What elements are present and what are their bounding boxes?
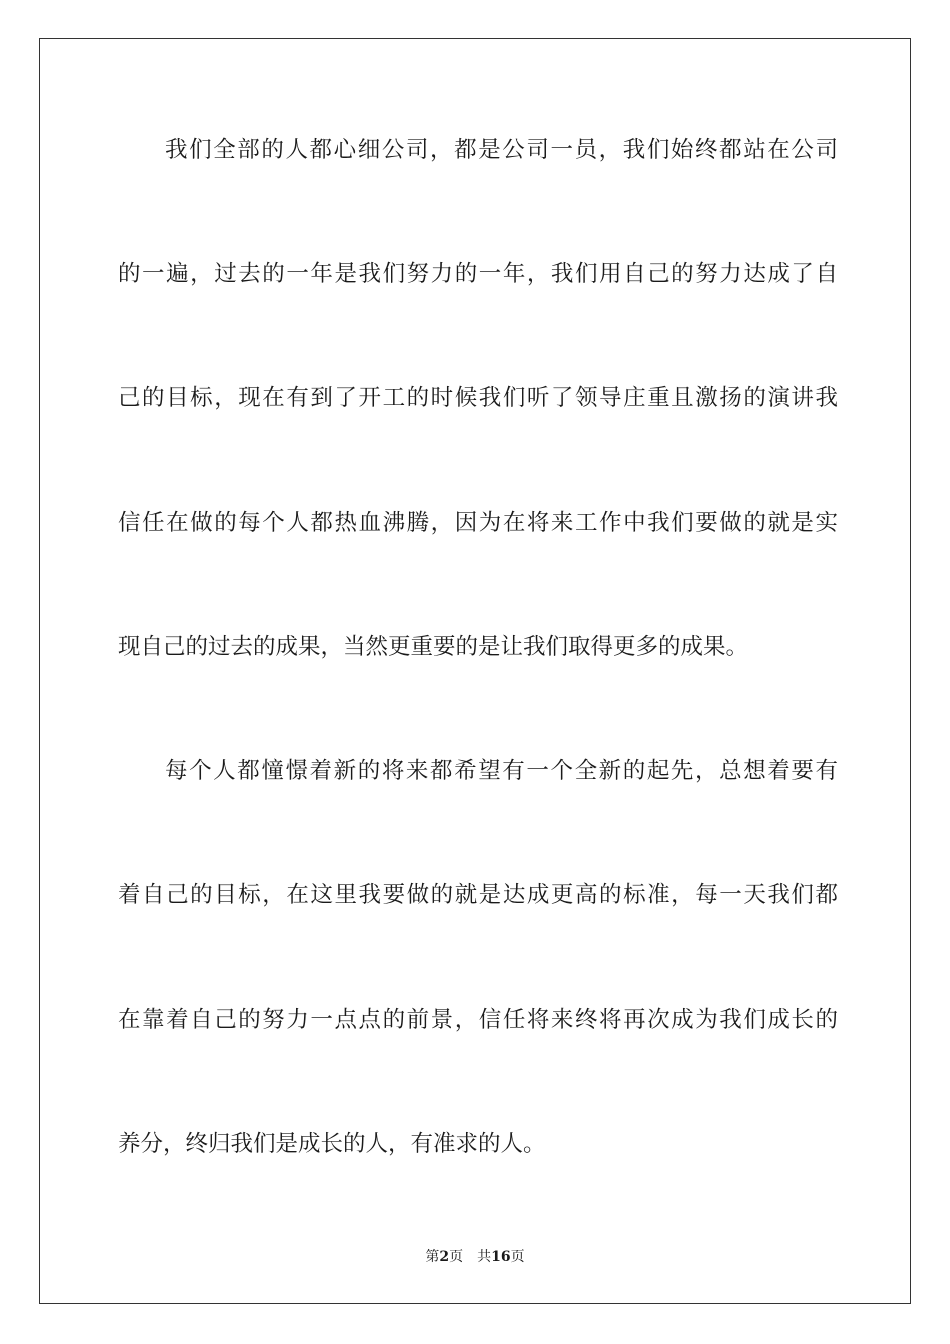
paragraph-2-line-2: 着自己的目标，在这里我要做的就是达成更高的标准，每一天我们都 xyxy=(118,882,838,908)
paragraph-1-line-1: 我们全部的人都心细公司，都是公司一员，我们始终都站在公司 xyxy=(165,137,838,163)
paragraph-1-line-3: 己的目标，现在有到了开工的时候我们听了领导庄重且激扬的演讲我 xyxy=(118,385,838,411)
paragraph-1-line-2: 的一遍，过去的一年是我们努力的一年，我们用自己的努力达成了自 xyxy=(118,261,838,287)
paragraph-2-line-3: 在靠着自己的努力一点点的前景，信任将来终将再次成为我们成长的 xyxy=(118,1007,838,1033)
footer-total-suffix: 页 xyxy=(510,1249,525,1265)
footer-total-prefix: 共 xyxy=(477,1249,492,1265)
page-footer xyxy=(0,1247,950,1267)
footer-page-suffix: 页 xyxy=(449,1249,464,1265)
paragraph-2-line-1: 每个人都憧憬着新的将来都希望有一个全新的起先，总想着要有 xyxy=(165,758,838,784)
paragraph-1-line-4: 信任在做的每个人都热血沸腾，因为在将来工作中我们要做的就是实 xyxy=(118,510,838,536)
footer-page-prefix: 第 xyxy=(425,1249,440,1265)
page-border xyxy=(39,38,911,1304)
paragraph-1-line-5: 现自己的过去的成果，当然更重要的是让我们取得更多的成果。 xyxy=(118,634,749,660)
paragraph-2-line-4: 养分，终归我们是成长的人，有准求的人。 xyxy=(118,1131,546,1157)
footer-page-number: 2 xyxy=(439,1249,450,1265)
footer-total-pages: 16 xyxy=(491,1249,511,1265)
